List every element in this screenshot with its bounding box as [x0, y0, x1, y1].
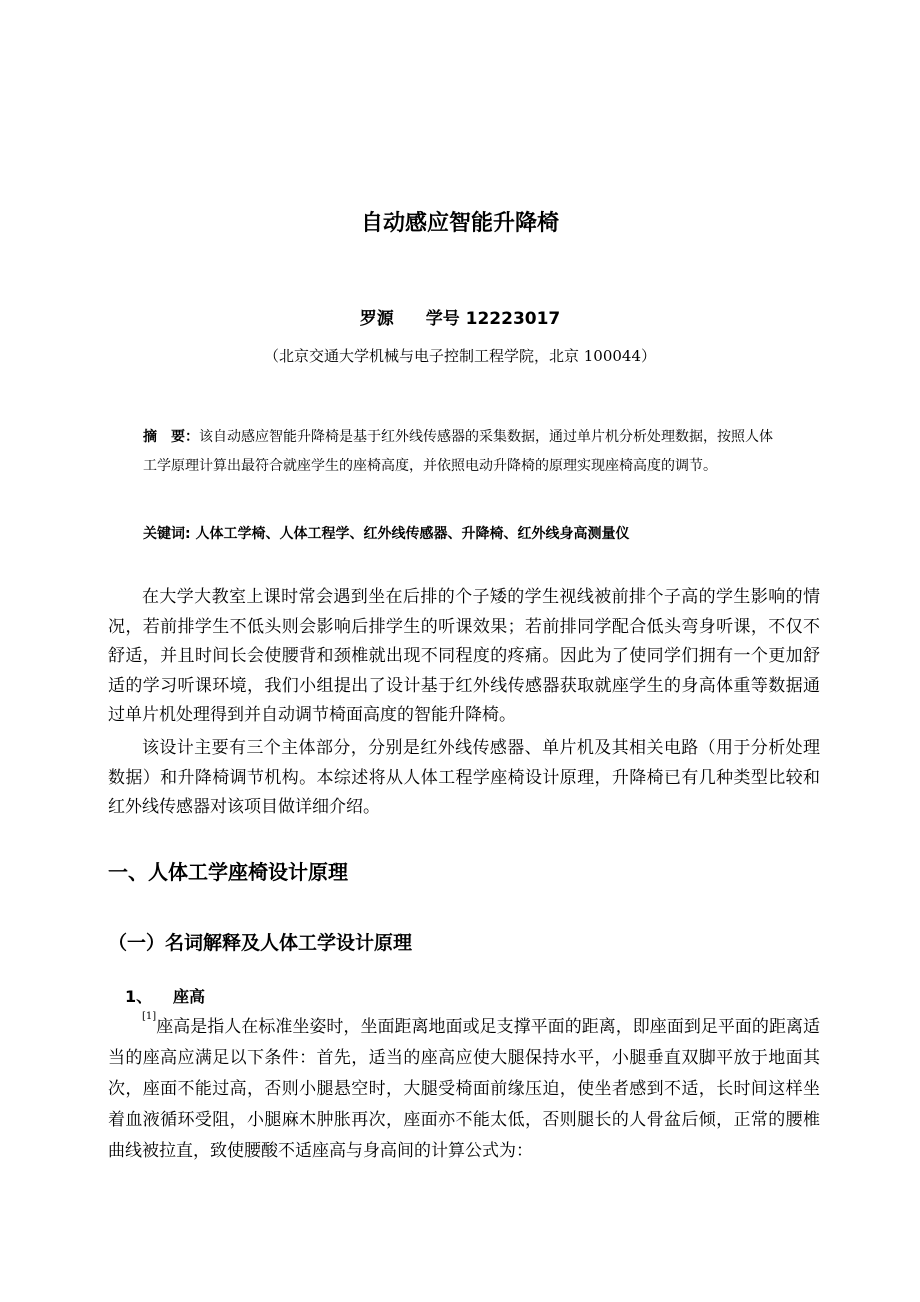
abstract-text: 该自动感应智能升降椅是基于红外线传感器的采集数据，通过单片机分析处理数据，按照人体工学原理计算出最符合就座学生的座椅高度，并依照电动升降椅的原理实现座椅高度的调节。 — [143, 429, 773, 474]
citation-marker: [1] — [142, 1011, 157, 1022]
keywords-label: 关键词: — [143, 526, 191, 542]
intro-paragraph: 在大学大教室上课时常会遇到坐在后排的个子矮的学生视线被前排个子高的学生影响的情况，若前排学生不低头则会影响后排学生的听课效果；若前排同学配合低头弯身听课，不仅不舒适，并且时间长会使腰背和颈椎就出现不同程度的疼痛。因此为了使同学们拥有一个更加舒适的学习听课环境，我们小组提出了设计基于红外线传感器获取就座学生的身高体重等数据通过单片机处理得到并自动调节椅面高度的智能升降椅。 — [108, 587, 820, 725]
subsection-heading: （一）名词解释及人体工学设计原理 — [108, 932, 413, 954]
student-id: 学号 12223017 — [425, 309, 561, 329]
affiliation: （北京交通大学机械与电子控制工程学院，北京 100044） — [263, 347, 657, 365]
section-heading: 一、人体工学座椅设计原理 — [108, 860, 348, 884]
author-name: 罗源 — [359, 309, 394, 329]
paper-title: 自动感应智能升降椅 — [360, 211, 559, 236]
intro-paragraph: 该设计主要有三个主体部分，分别是红外线传感器、单片机及其相关电路（用于分析处理数据）和升降椅调节机构。本综述将从人体工程学座椅设计原理，升降椅已有几种类型比较和红外线传感器对该项目做详细介绍。 — [108, 738, 820, 817]
item-title: 座高 — [173, 987, 206, 1006]
body-text: 座高是指人在标准坐姿时，坐面距离地面或足支撑平面的距离，即座面到足平面的距离适当的座高应满足以下条件：首先，适当的座高应使大腿保持水平，小腿垂直双脚平放于地面其次，座面不能过高，否则小腿悬空时，大腿受椅面前缘压迫，使坐者感到不适，长时间这样坐着血液循环受阻，小腿麻木肿胀再次，座面亦不能太低，否则腿长的人骨盆后倾，正常的腰椎曲线被拉直，致使腰酸不适座高与身高间的计算公式为： — [108, 1017, 820, 1161]
abstract-label: 摘 要： — [143, 429, 199, 445]
keywords — [143, 523, 823, 543]
item-number: 1、 — [125, 987, 153, 1006]
body-paragraph — [108, 1012, 820, 1167]
item-heading — [125, 984, 205, 1007]
abstract — [143, 423, 783, 481]
author-line — [0, 304, 920, 329]
keywords-text: 人体工学椅、人体工程学、红外线传感器、升降椅、红外线身高测量仪 — [195, 526, 630, 542]
